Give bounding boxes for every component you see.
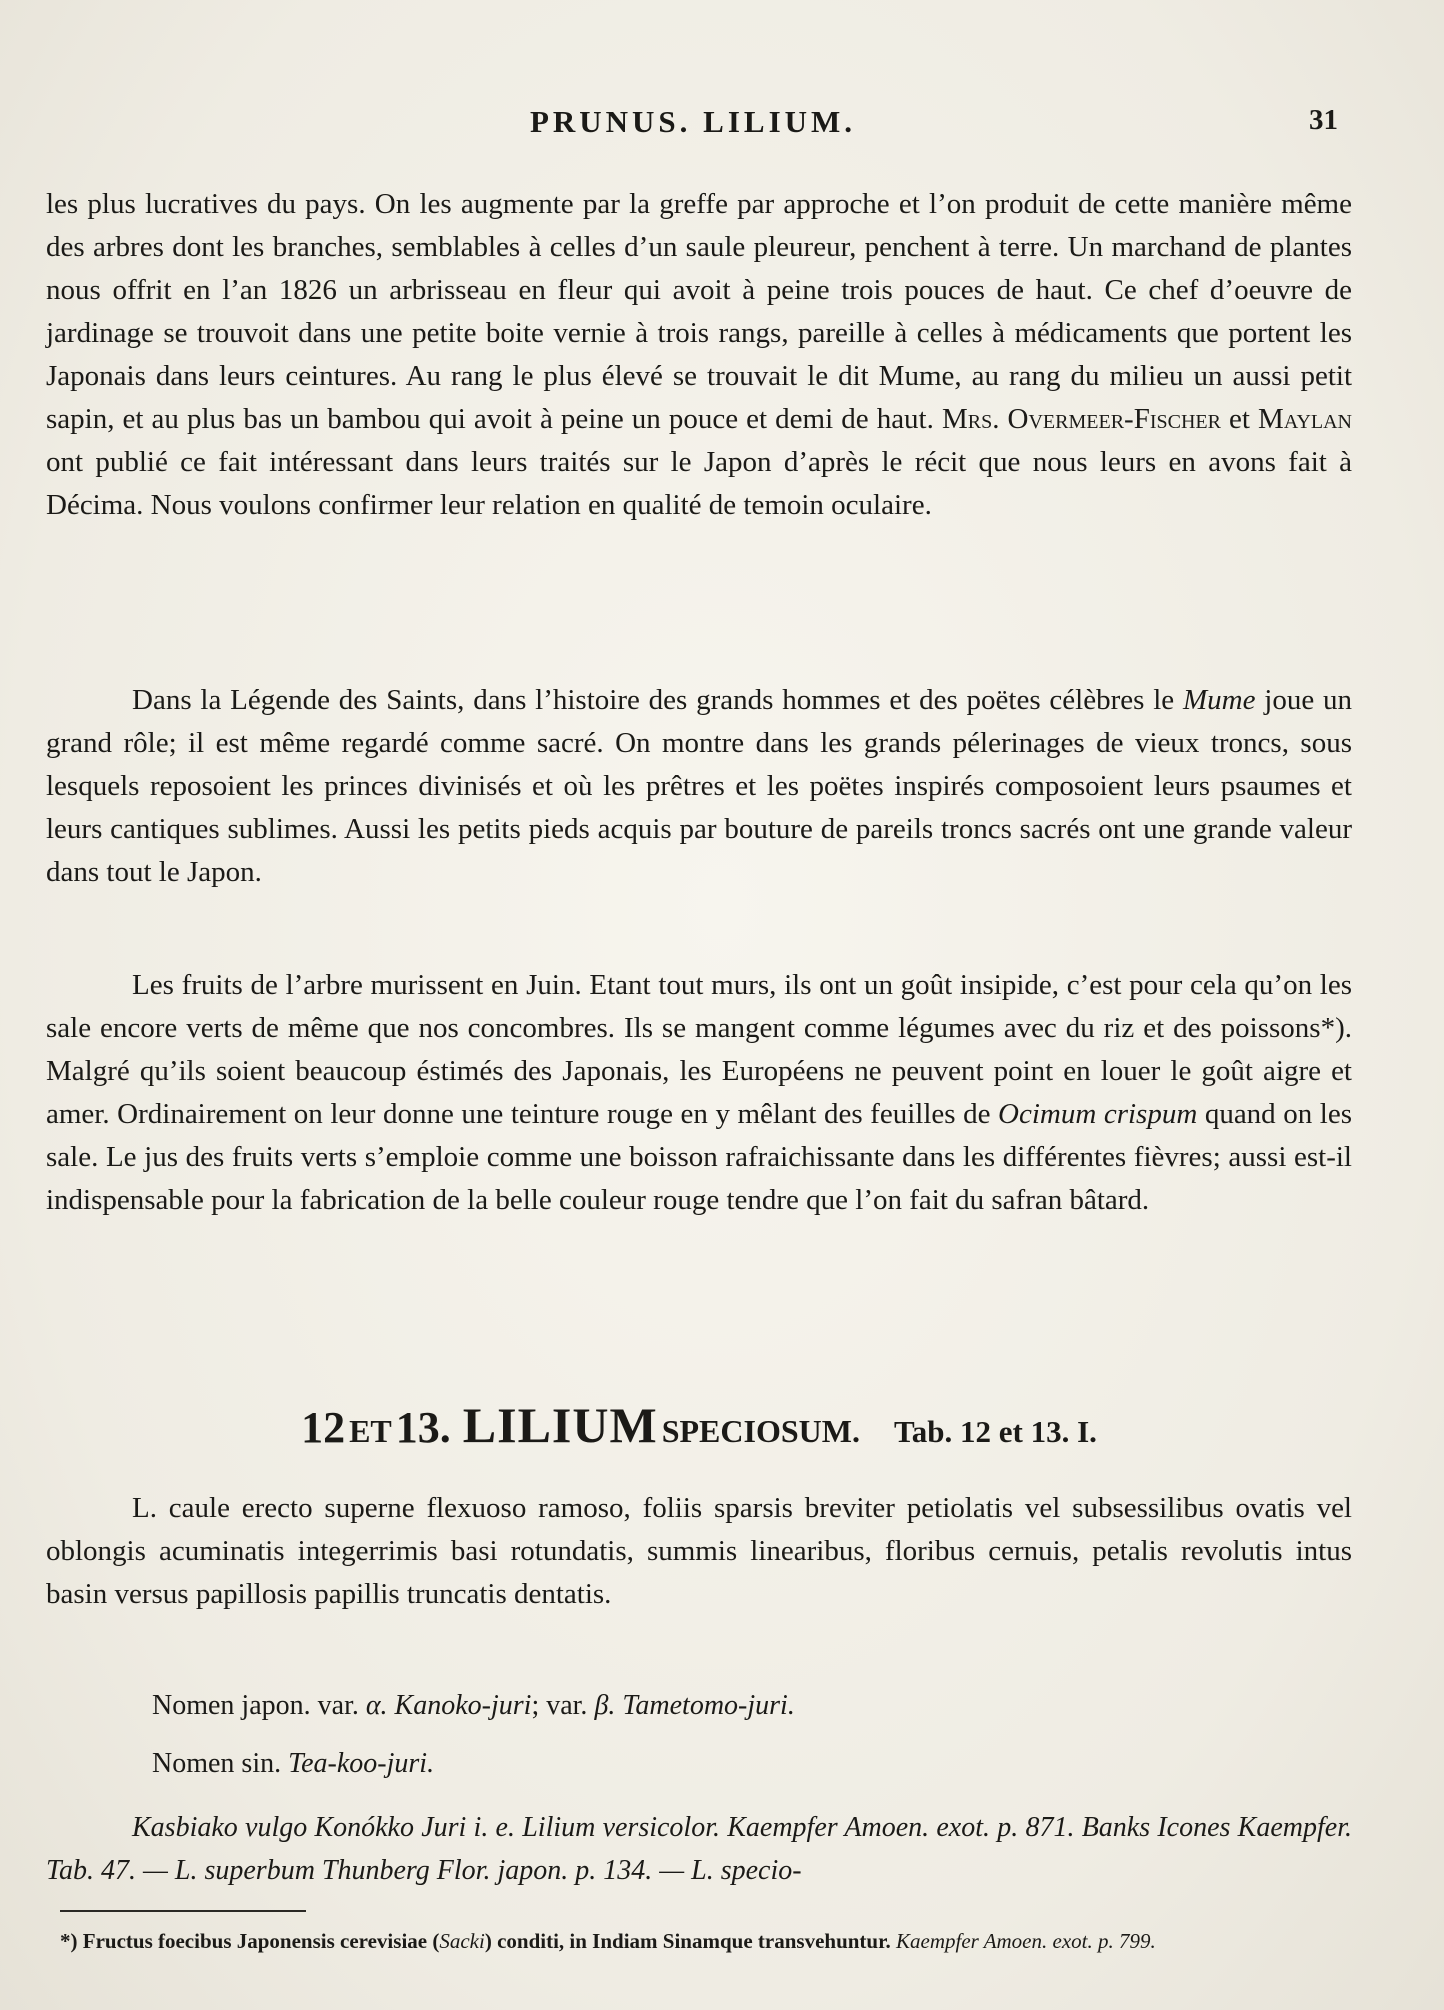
paragraph-1-text [46, 183, 1352, 527]
plate-reference: Tab. 12 et 13. I. [893, 1414, 1097, 1449]
paragraph-3-text [46, 964, 1352, 1222]
section-number-13: 13. [395, 1403, 451, 1452]
synonymy: Kasbiako vulgo Konókko Juri i. e. Lilium versicolor. Kaempfer Amoen. exot. p. 871. Banks Icones Kaempfer. Tab. 47. — L. superbum Thunberg Flor. japon. p. 134. — L. specio- [46, 1812, 1352, 1886]
footnote-reference: Kaempfer Amoen. exot. p. 799. [896, 1929, 1156, 1953]
p2-text-b: joue un grand rôle; il est même regardé comme sacré. On montre dans les grands pélerinages de vieux troncs, sous lesquels reposoient les princes divinisés et où les prêtres et les poëtes inspirés composoient leurs psaumes et leurs cantiques sublimes. Aussi les petits pieds acquis par bouture de pareils troncs sacrés ont une grande valeur dans tout le Japon. [46, 684, 1352, 888]
nomen-japon-sep: ; var. [531, 1690, 595, 1721]
name-mrs: Mrs. [941, 403, 1000, 435]
running-title: PRUNUS. LILIUM. [529, 104, 857, 139]
var-beta: β. [594, 1690, 616, 1721]
footnote [60, 1924, 1352, 1958]
footnote-sacki: Sacki [439, 1929, 485, 1953]
p2-text-a: Dans la Légende des Saints, dans l’histoire des grands hommes et des poëtes célèbres le [132, 684, 1183, 716]
paragraph-1 [46, 183, 1352, 527]
diagnosis [46, 1487, 1352, 1616]
nomen-sin [152, 1744, 434, 1784]
page-number: 31 [1309, 104, 1338, 136]
nomen-japon-label: Nomen japon. var. [152, 1690, 366, 1721]
page-header [48, 104, 1338, 144]
diagnosis-text: L. caule erecto superne flexuoso ramoso, foliis sparsis breviter petiolatis vel subsessilibus ovatis vel oblongis acuminatis integerrimis basi rotundatis, summis linearibus, floribus cernuis, petalis revolutis intus basin versus papillosis papillis truncatis dentatis. [46, 1492, 1352, 1610]
term-ocimum-crispum: Ocimum crispum [998, 1098, 1198, 1130]
p3-text-a: Les fruits de l’arbre murissent en Juin. Etant tout murs, ils ont un goût insipide, c’est pour cela qu’on les sale encore verts de même que nos concombres. Ils se mangent comme légumes avec du riz et des poissons*). Malgré qu’ils soient beaucoup éstimés des Japonais, les Européens ne peuvent point en louer le goût aigre et amer. Ordinairement on leur donne une teinture rouge en y mêlant des feuilles de [46, 969, 1352, 1130]
genus-name: LILIUM [462, 1397, 658, 1453]
p1-text-et: et [1220, 403, 1259, 435]
var-beta-name: Tametomo-juri. [622, 1690, 795, 1721]
nomen-japon [152, 1686, 795, 1726]
paragraph-2 [46, 679, 1352, 894]
name-maylan: Maylan [1258, 403, 1352, 435]
name-overmeer-fischer: Overmeer-Fischer [1007, 403, 1221, 435]
footnote-text-a: Fructus foecibus Japonensis cerevisiae ( [77, 1929, 440, 1953]
paragraph-2-text [46, 679, 1352, 894]
paragraph-3 [46, 964, 1352, 1222]
footnote-mark: *) [60, 1929, 78, 1953]
var-alpha-name: Kanoko-juri [394, 1690, 532, 1721]
nomen-sin-name: Tea-koo-juri. [288, 1748, 435, 1779]
species-name: SPECIOSUM. [661, 1413, 860, 1449]
p1-text-b: ont publié ce fait intéressant dans leurs traités sur le Japon d’après le récit que nous leurs en avons fait à Décima. Nous voulons confirmer leur relation en qualité de temoin oculaire. [46, 446, 1352, 521]
term-mume: Mume [1182, 684, 1256, 716]
section-et: ET [349, 1413, 392, 1449]
section-number-12: 12 [301, 1403, 346, 1452]
section-heading [46, 1396, 1352, 1454]
p1-text-a: les plus lucratives du pays. On les augmente par la greffe par approche et l’on produit de cette manière même des arbres dont les branches, semblables à celles d’un saule pleureur, penchent à terre. Un marchand de plantes nous offrit en l’an 1826 un arbrisseau en fleur qui avoit à peine trois pouces de haut. Ce chef d’oeuvre de jardinage se trouvoit dans une petite boite vernie à trois rangs, pareille à celles à médicaments que portent les Japonais dans leurs ceintures. Au rang le plus élevé se trouvait le dit Mume, au rang du milieu un aussi petit sapin, et au plus bas un bambou qui avoit à peine un pouce et demi de haut. [46, 188, 1352, 435]
p3-text-b: quand on les sale. Le jus des fruits verts s’emploie comme une boisson rafraichissante dans les différentes fièvres; aussi est-il indispensable pour la fabrication de la belle couleur rouge tendre que l’on fait du safran bâtard. [46, 1098, 1353, 1216]
footnote-text-b: ) conditi, in Indiam Sinamque transvehuntur. [484, 1929, 896, 1953]
var-alpha: α. [365, 1690, 388, 1721]
nomen-sin-label: Nomen sin. [152, 1748, 289, 1779]
footnote-rule [60, 1910, 306, 1912]
